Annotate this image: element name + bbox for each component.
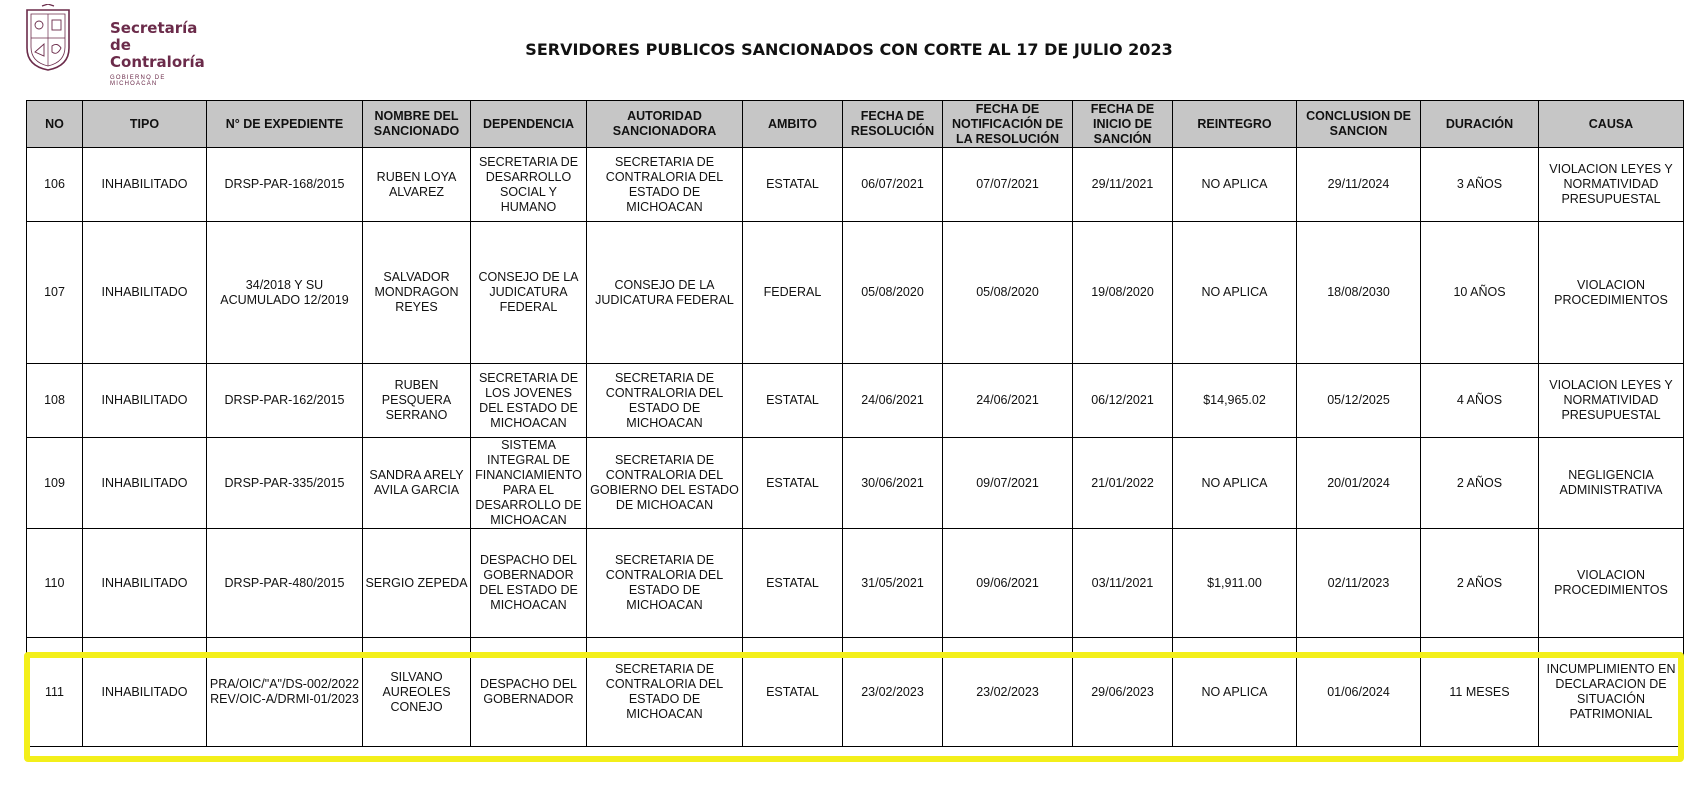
cell-ambito: ESTATAL [743,438,843,529]
cell-dependencia: SECRETARIA DE DESARROLLO SOCIAL Y HUMANO [471,148,587,222]
cell-nombre: SALVADOR MONDRAGON REYES [363,222,471,364]
col-header-reintegro: REINTEGRO [1173,101,1297,148]
cell-fecha-inicio: 29/06/2023 [1073,638,1173,747]
cell-conclusion: 29/11/2024 [1297,148,1421,222]
cell-nombre: RUBEN PESQUERA SERRANO [363,364,471,438]
cell-no: 111 [27,638,83,747]
cell-duracion: 11 MESES [1421,638,1539,747]
cell-fecha-resolucion: 23/02/2023 [843,638,943,747]
cell-causa: VIOLACION PROCEDIMIENTOS [1539,222,1684,364]
table-header-row [27,101,1684,148]
cell-causa: VIOLACION LEYES Y NORMATIVIDAD PRESUPUESTAL [1539,364,1684,438]
cell-nombre: SERGIO ZEPEDA [363,529,471,638]
logo-line-3: GOBIERNO DE MICHOACÁN [110,75,166,87]
cell-fecha-inicio: 06/12/2021 [1073,364,1173,438]
col-header-nombre: NOMBRE DEL SANCIONADO [363,101,471,148]
col-header-autoridad: AUTORIDAD SANCIONADORA [587,101,743,148]
cell-dependencia: SISTEMA INTEGRAL DE FINANCIAMIENTO PARA EL DESARROLLO DE MICHOACAN [471,438,587,529]
cell-tipo: INHABILITADO [83,529,207,638]
cell-expediente: PRA/OIC/"A"/DS-002/2022 REV/OIC-A/DRMI-01/2023 [207,638,363,747]
cell-fecha-resolucion: 06/07/2021 [843,148,943,222]
cell-nombre: SANDRA ARELY AVILA GARCIA [363,438,471,529]
cell-conclusion: 20/01/2024 [1297,438,1421,529]
col-header-fecha-notificacion: FECHA DE NOTIFICACIÓN DE LA RESOLUCIÓN [943,101,1073,148]
cell-expediente: DRSP-PAR-480/2015 [207,529,363,638]
cell-tipo: INHABILITADO [83,148,207,222]
cell-causa: VIOLACION PROCEDIMIENTOS [1539,529,1684,638]
col-header-fecha-inicio: FECHA DE INICIO DE SANCIÓN [1073,101,1173,148]
table-row [27,364,1684,438]
table-row [27,222,1684,364]
cell-fecha-resolucion: 31/05/2021 [843,529,943,638]
cell-reintegro: NO APLICA [1173,638,1297,747]
cell-fecha-resolucion: 24/06/2021 [843,364,943,438]
cell-fecha-notificacion: 07/07/2021 [943,148,1073,222]
cell-fecha-inicio: 19/08/2020 [1073,222,1173,364]
cell-fecha-notificacion: 09/07/2021 [943,438,1073,529]
cell-fecha-inicio: 29/11/2021 [1073,148,1173,222]
cell-fecha-notificacion: 05/08/2020 [943,222,1073,364]
cell-tipo: INHABILITADO [83,638,207,747]
shield-emblem-icon [24,4,72,72]
table-row [27,529,1684,638]
cell-duracion: 10 AÑOS [1421,222,1539,364]
cell-reintegro: $14,965.02 [1173,364,1297,438]
table-row [27,438,1684,529]
cell-fecha-notificacion: 24/06/2021 [943,364,1073,438]
cell-reintegro: NO APLICA [1173,438,1297,529]
cell-duracion: 2 AÑOS [1421,438,1539,529]
col-header-fecha-resolucion: FECHA DE RESOLUCIÓN [843,101,943,148]
cell-causa: INCUMPLIMIENTO EN DECLARACION DE SITUACIÓN PATRIMONIAL [1539,638,1684,747]
cell-conclusion: 05/12/2025 [1297,364,1421,438]
cell-duracion: 4 AÑOS [1421,364,1539,438]
col-header-ambito: AMBITO [743,101,843,148]
cell-tipo: INHABILITADO [83,222,207,364]
cell-no: 110 [27,529,83,638]
col-header-no: NO [27,101,83,148]
cell-fecha-resolucion: 05/08/2020 [843,222,943,364]
col-header-duracion: DURACIÓN [1421,101,1539,148]
cell-dependencia: CONSEJO DE LA JUDICATURA FEDERAL [471,222,587,364]
cell-duracion: 3 AÑOS [1421,148,1539,222]
cell-autoridad: SECRETARIA DE CONTRALORIA DEL GOBIERNO DEL ESTADO DE MICHOACAN [587,438,743,529]
cell-dependencia: DESPACHO DEL GOBERNADOR [471,638,587,747]
cell-nombre: SILVANO AUREOLES CONEJO [363,638,471,747]
cell-dependencia: DESPACHO DEL GOBERNADOR DEL ESTADO DE MICHOACAN [471,529,587,638]
cell-no: 109 [27,438,83,529]
cell-no: 108 [27,364,83,438]
table-row [27,148,1684,222]
cell-ambito: FEDERAL [743,222,843,364]
cell-reintegro: NO APLICA [1173,148,1297,222]
cell-ambito: ESTATAL [743,638,843,747]
col-header-dependencia: DEPENDENCIA [471,101,587,148]
cell-expediente: 34/2018 Y SU ACUMULADO 12/2019 [207,222,363,364]
page-title: SERVIDORES PUBLICOS SANCIONADOS CON CORTE AL 17 DE JULIO 2023 [525,40,1173,59]
cell-duracion: 2 AÑOS [1421,529,1539,638]
cell-nombre: RUBEN LOYA ALVAREZ [363,148,471,222]
cell-reintegro: NO APLICA [1173,222,1297,364]
cell-expediente: DRSP-PAR-168/2015 [207,148,363,222]
col-header-causa: CAUSA [1539,101,1684,148]
cell-reintegro: $1,911.00 [1173,529,1297,638]
col-header-conclusion: CONCLUSION DE SANCION [1297,101,1421,148]
col-header-tipo: TIPO [83,101,207,148]
cell-causa: NEGLIGENCIA ADMINISTRATIVA [1539,438,1684,529]
cell-autoridad: SECRETARIA DE CONTRALORIA DEL ESTADO DE MICHOACAN [587,529,743,638]
cell-fecha-notificacion: 09/06/2021 [943,529,1073,638]
logo [24,4,205,87]
cell-dependencia: SECRETARIA DE LOS JOVENES DEL ESTADO DE MICHOACAN [471,364,587,438]
cell-fecha-inicio: 03/11/2021 [1073,529,1173,638]
table-row [27,638,1684,747]
cell-tipo: INHABILITADO [83,364,207,438]
cell-ambito: ESTATAL [743,529,843,638]
col-header-expediente: N° DE EXPEDIENTE [207,101,363,148]
cell-conclusion: 01/06/2024 [1297,638,1421,747]
cell-conclusion: 02/11/2023 [1297,529,1421,638]
cell-ambito: ESTATAL [743,148,843,222]
cell-fecha-notificacion: 23/02/2023 [943,638,1073,747]
cell-expediente: DRSP-PAR-335/2015 [207,438,363,529]
cell-autoridad: CONSEJO DE LA JUDICATURA FEDERAL [587,222,743,364]
cell-autoridad: SECRETARIA DE CONTRALORIA DEL ESTADO DE MICHOACAN [587,364,743,438]
cell-conclusion: 18/08/2030 [1297,222,1421,364]
cell-no: 106 [27,148,83,222]
cell-ambito: ESTATAL [743,364,843,438]
cell-autoridad: SECRETARIA DE CONTRALORIA DEL ESTADO DE MICHOACAN [587,148,743,222]
cell-autoridad: SECRETARIA DE CONTRALORIA DEL ESTADO DE MICHOACAN [587,638,743,747]
cell-expediente: DRSP-PAR-162/2015 [207,364,363,438]
cell-tipo: INHABILITADO [83,438,207,529]
logo-line-2: de Contraloría [110,36,205,71]
cell-no: 107 [27,222,83,364]
cell-fecha-resolucion: 30/06/2021 [843,438,943,529]
cell-causa: VIOLACION LEYES Y NORMATIVIDAD PRESUPUESTAL [1539,148,1684,222]
sanctions-table [26,100,1684,747]
cell-fecha-inicio: 21/01/2022 [1073,438,1173,529]
logo-line-1: Secretaría [110,19,198,37]
